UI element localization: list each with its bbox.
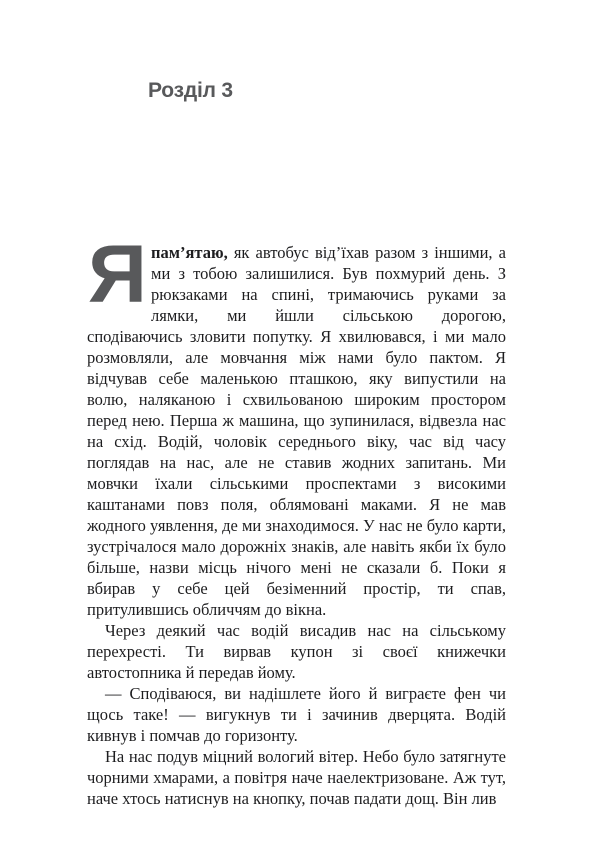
paragraph-4: На нас подув міцний вологий вітер. Небо було затягнуте чорними хмарами, а повітря наче наелектризоване. Аж тут, наче хтось натиснув на кнопку, почав падати дощ. Він лив	[87, 747, 506, 808]
body-text	[87, 229, 506, 809]
dropcap-letter: Я	[88, 229, 147, 320]
paragraph-3: — Сподіваюся, ви надішлете його й виграєте фен чи щось таке! — вигукнув ти і зачинив дверцята. Водій кивнув і помчав до горизонту.	[87, 684, 506, 745]
paragraph-1-lead-bold: пам’ятаю,	[151, 243, 228, 262]
paragraph-2: Через деякий час водій висадив нас на сільському перехресті. Ти вирвав купон зі своєї книжечки автостопника й передав йому.	[87, 621, 506, 682]
chapter-title: Розділ 3	[148, 79, 233, 102]
paragraph-1	[87, 229, 506, 620]
paragraph-1-text: як автобус від’їхав разом з іншими, а ми з тобою залишилися. Був похмурий день. З рюкзаками на спині, тримаючись руками за лямки, ми йшли сільською дорогою, сподіваючись зловити попутку. Я хвилювався, і ми мало розмовляли, але мовчання між нами було пактом. Я відчував себе маленькою пташкою, яку випустили на волю, наляканою і схвильованою широким простором перед нею. Перша ж машина, що зупинилася, відвезла нас на схід. Водій, чоловік середнього віку, час від часу поглядав на нас, але не ставив жодних запитань. Ми мовчки їхали сільськими проспектами з високими каштанами повз поля, облямовані маками. Я не мав жодного уявлення, де ми знаходимося. У нас не було карти, зустрічалося мало дорожніх знаків, але навіть якби їх було більше, назви місць нічого мені не сказали б. Поки я вбирав у себе цей безіменний простір, ти спав, притулившись обличчям до вікна.	[87, 243, 506, 619]
